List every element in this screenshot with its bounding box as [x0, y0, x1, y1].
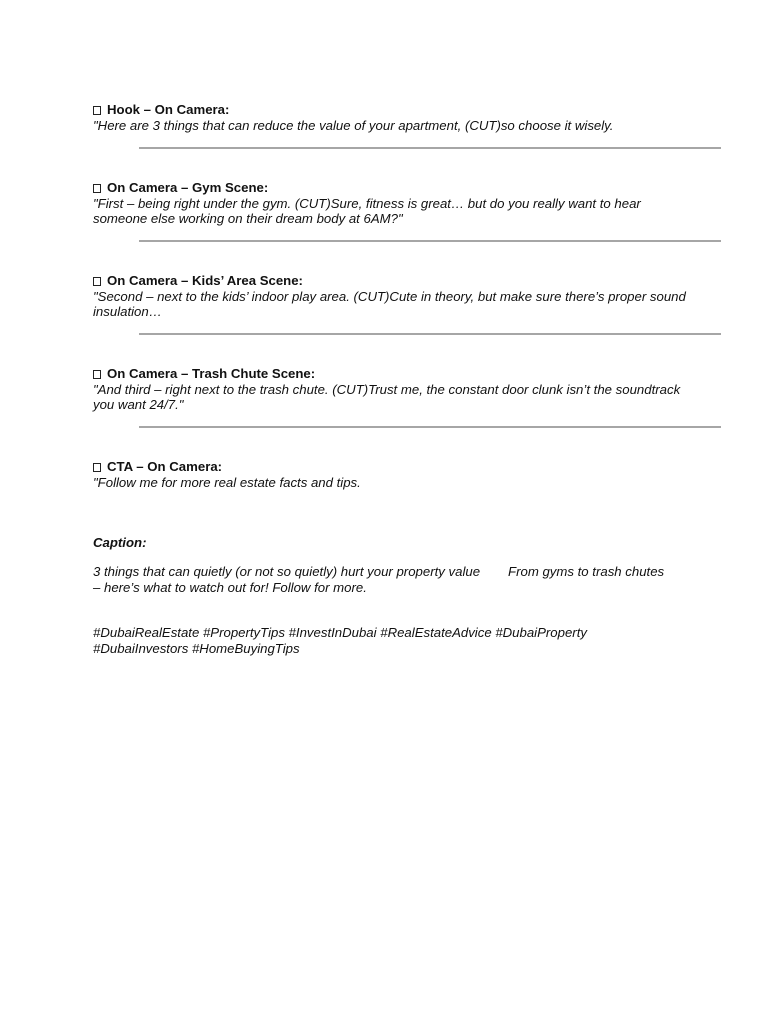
- section-script-text: "And third – right next to the trash chute. (CUT)Trust me, the constant door clunk isn’t the soundtrack you want 24/7.": [93, 381, 681, 412]
- section-divider: [139, 240, 721, 242]
- section-heading: [93, 273, 693, 289]
- checkbox-glyph-icon: [93, 106, 101, 115]
- section-heading-text: On Camera – Kids’ Area Scene:: [107, 273, 303, 288]
- section-script-text: "Follow me for more real estate facts and tips.: [93, 474, 361, 490]
- caption-text-block: [93, 564, 673, 595]
- hashtags-block: [93, 625, 663, 656]
- section-heading-text: On Camera – Gym Scene:: [107, 180, 269, 195]
- script-section-trash-chute: [93, 366, 693, 413]
- caption-text: [93, 564, 673, 595]
- section-script-text: "Here are 3 things that can reduce the value of your apartment, (CUT)so choose it wisely.: [93, 117, 614, 133]
- hashtags-text: #DubaiRealEstate #PropertyTips #InvestInDubai #RealEstateAdvice #DubaiProperty #DubaiInvestors #HomeBuyingTips: [93, 625, 587, 656]
- checkbox-glyph-icon: [93, 277, 101, 286]
- section-divider: [139, 147, 721, 149]
- caption-text-part2: From gyms to trash chutes – here’s what to watch out for! Follow for more.: [93, 564, 665, 595]
- section-heading-text: Hook – On Camera:: [107, 102, 230, 117]
- section-heading: [93, 459, 693, 475]
- section-divider: [139, 426, 721, 428]
- checkbox-glyph-icon: [93, 463, 101, 472]
- script-section-gym: [93, 180, 693, 227]
- section-heading: [93, 180, 693, 196]
- caption-label: Caption:: [93, 535, 147, 550]
- script-section-cta: [93, 459, 693, 490]
- section-script-text: "First – being right under the gym. (CUT)Sure, fitness is great… but do you really want to hear someone else working on their dream body at 6AM?": [93, 195, 641, 226]
- checkbox-glyph-icon: [93, 370, 101, 379]
- section-heading: [93, 366, 693, 382]
- section-divider: [139, 333, 721, 335]
- caption-block: [93, 535, 693, 551]
- section-heading-text: On Camera – Trash Chute Scene:: [107, 366, 316, 381]
- caption-text-part1: 3 things that can quietly (or not so quietly) hurt your property value: [93, 564, 481, 579]
- section-heading: [93, 102, 693, 118]
- script-section-kids-area: [93, 273, 693, 320]
- script-section-hook: [93, 102, 693, 133]
- section-script-text: "Second – next to the kids’ indoor play area. (CUT)Cute in theory, but make sure there’s proper sound insulation…: [93, 288, 686, 319]
- section-heading-text: CTA – On Camera:: [107, 459, 223, 474]
- checkbox-glyph-icon: [93, 184, 101, 193]
